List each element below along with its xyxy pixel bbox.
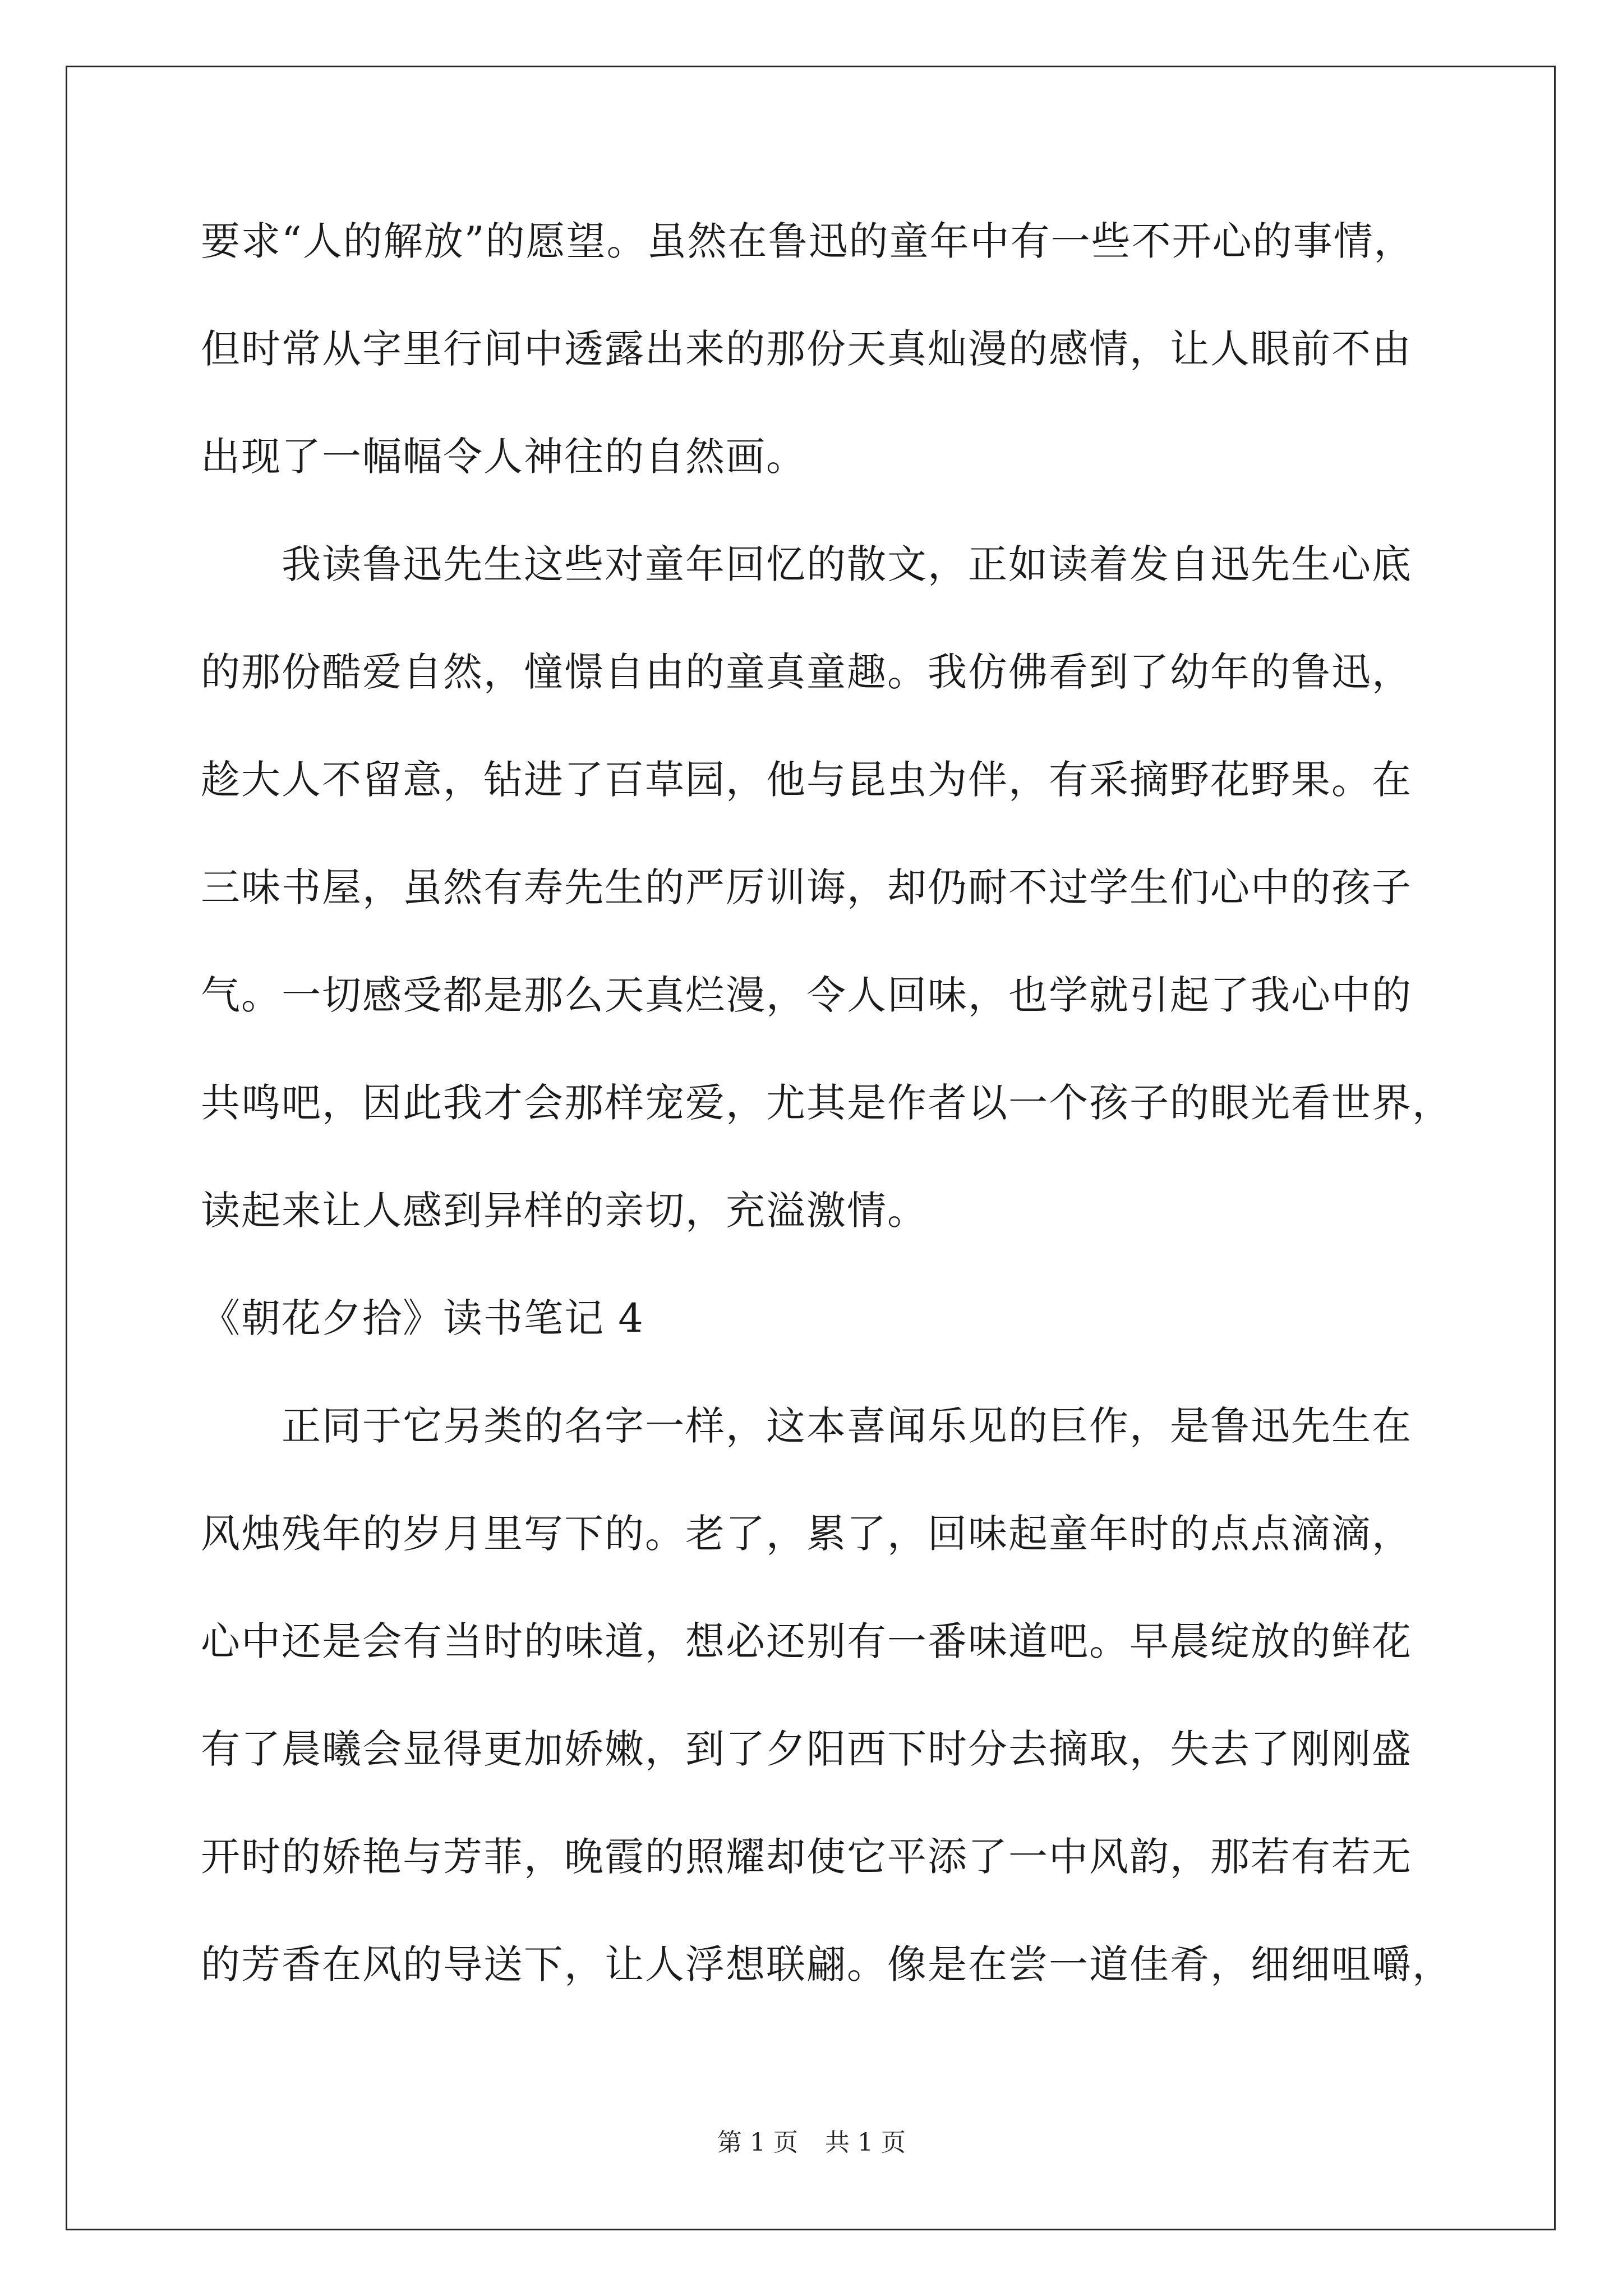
text-line: 的那份酷爱自然，憧憬自由的童真童趣。我仿佛看到了幼年的鲁迅， bbox=[201, 649, 1412, 695]
text-line: 气。一切感受都是那么天真烂漫，令人回味，也学就引起了我心中的 bbox=[201, 972, 1412, 1018]
text-line: 读起来让人感到异样的亲切，充溢激情。 bbox=[201, 1188, 928, 1234]
text-line: 正同于它另类的名字一样，这本喜闻乐见的巨作，是鲁迅先生在 bbox=[201, 1403, 1412, 1449]
text-line: 开时的娇艳与芳菲，晚霞的照耀却使它平添了一中风韵，那若有若无 bbox=[201, 1834, 1412, 1880]
text-line: 要求“人的解放”的愿望。虽然在鲁迅的童年中有一些不开心的事情， bbox=[201, 218, 1414, 264]
text-line: 出现了一幅幅令人神往的自然画。 bbox=[201, 434, 806, 480]
text-line: 心中还是会有当时的味道，想必还别有一番味道吧。早晨绽放的鲜花 bbox=[201, 1618, 1412, 1664]
text-line: 我读鲁迅先生这些对童年回忆的散文，正如读着发自迅先生心底 bbox=[201, 541, 1412, 587]
section-heading: 《朝花夕拾》读书笔记 4 bbox=[201, 1295, 644, 1341]
page-number: 第 1 页 bbox=[717, 2128, 798, 2157]
text-line: 风烛残年的岁月里写下的。老了，累了，回味起童年时的点点滴滴， bbox=[201, 1511, 1412, 1557]
page-count: 共 1 页 bbox=[825, 2128, 906, 2157]
text-line: 但时常从字里行间中透露出来的那份天真灿漫的感情，让人眼前不由 bbox=[201, 326, 1412, 372]
text-line: 共鸣吧，因此我才会那样宠爱，尤其是作者以一个孩子的眼光看世界， bbox=[201, 1080, 1453, 1126]
text-line: 三味书屋，虽然有寿先生的严厉训诲，却仍耐不过学生们心中的孩子 bbox=[201, 864, 1412, 910]
page-border bbox=[66, 66, 1556, 2230]
text-line: 有了晨曦会显得更加娇嫩，到了夕阳西下时分去摘取，失去了刚刚盛 bbox=[201, 1726, 1412, 1772]
page-footer bbox=[0, 2126, 1623, 2160]
text-line: 趁大人不留意，钻进了百草园，他与昆虫为伴，有采摘野花野果。在 bbox=[201, 757, 1412, 803]
text-line: 的芳香在风的导送下，让人浮想联翩。像是在尝一道佳肴，细细咀嚼， bbox=[201, 1941, 1453, 1987]
